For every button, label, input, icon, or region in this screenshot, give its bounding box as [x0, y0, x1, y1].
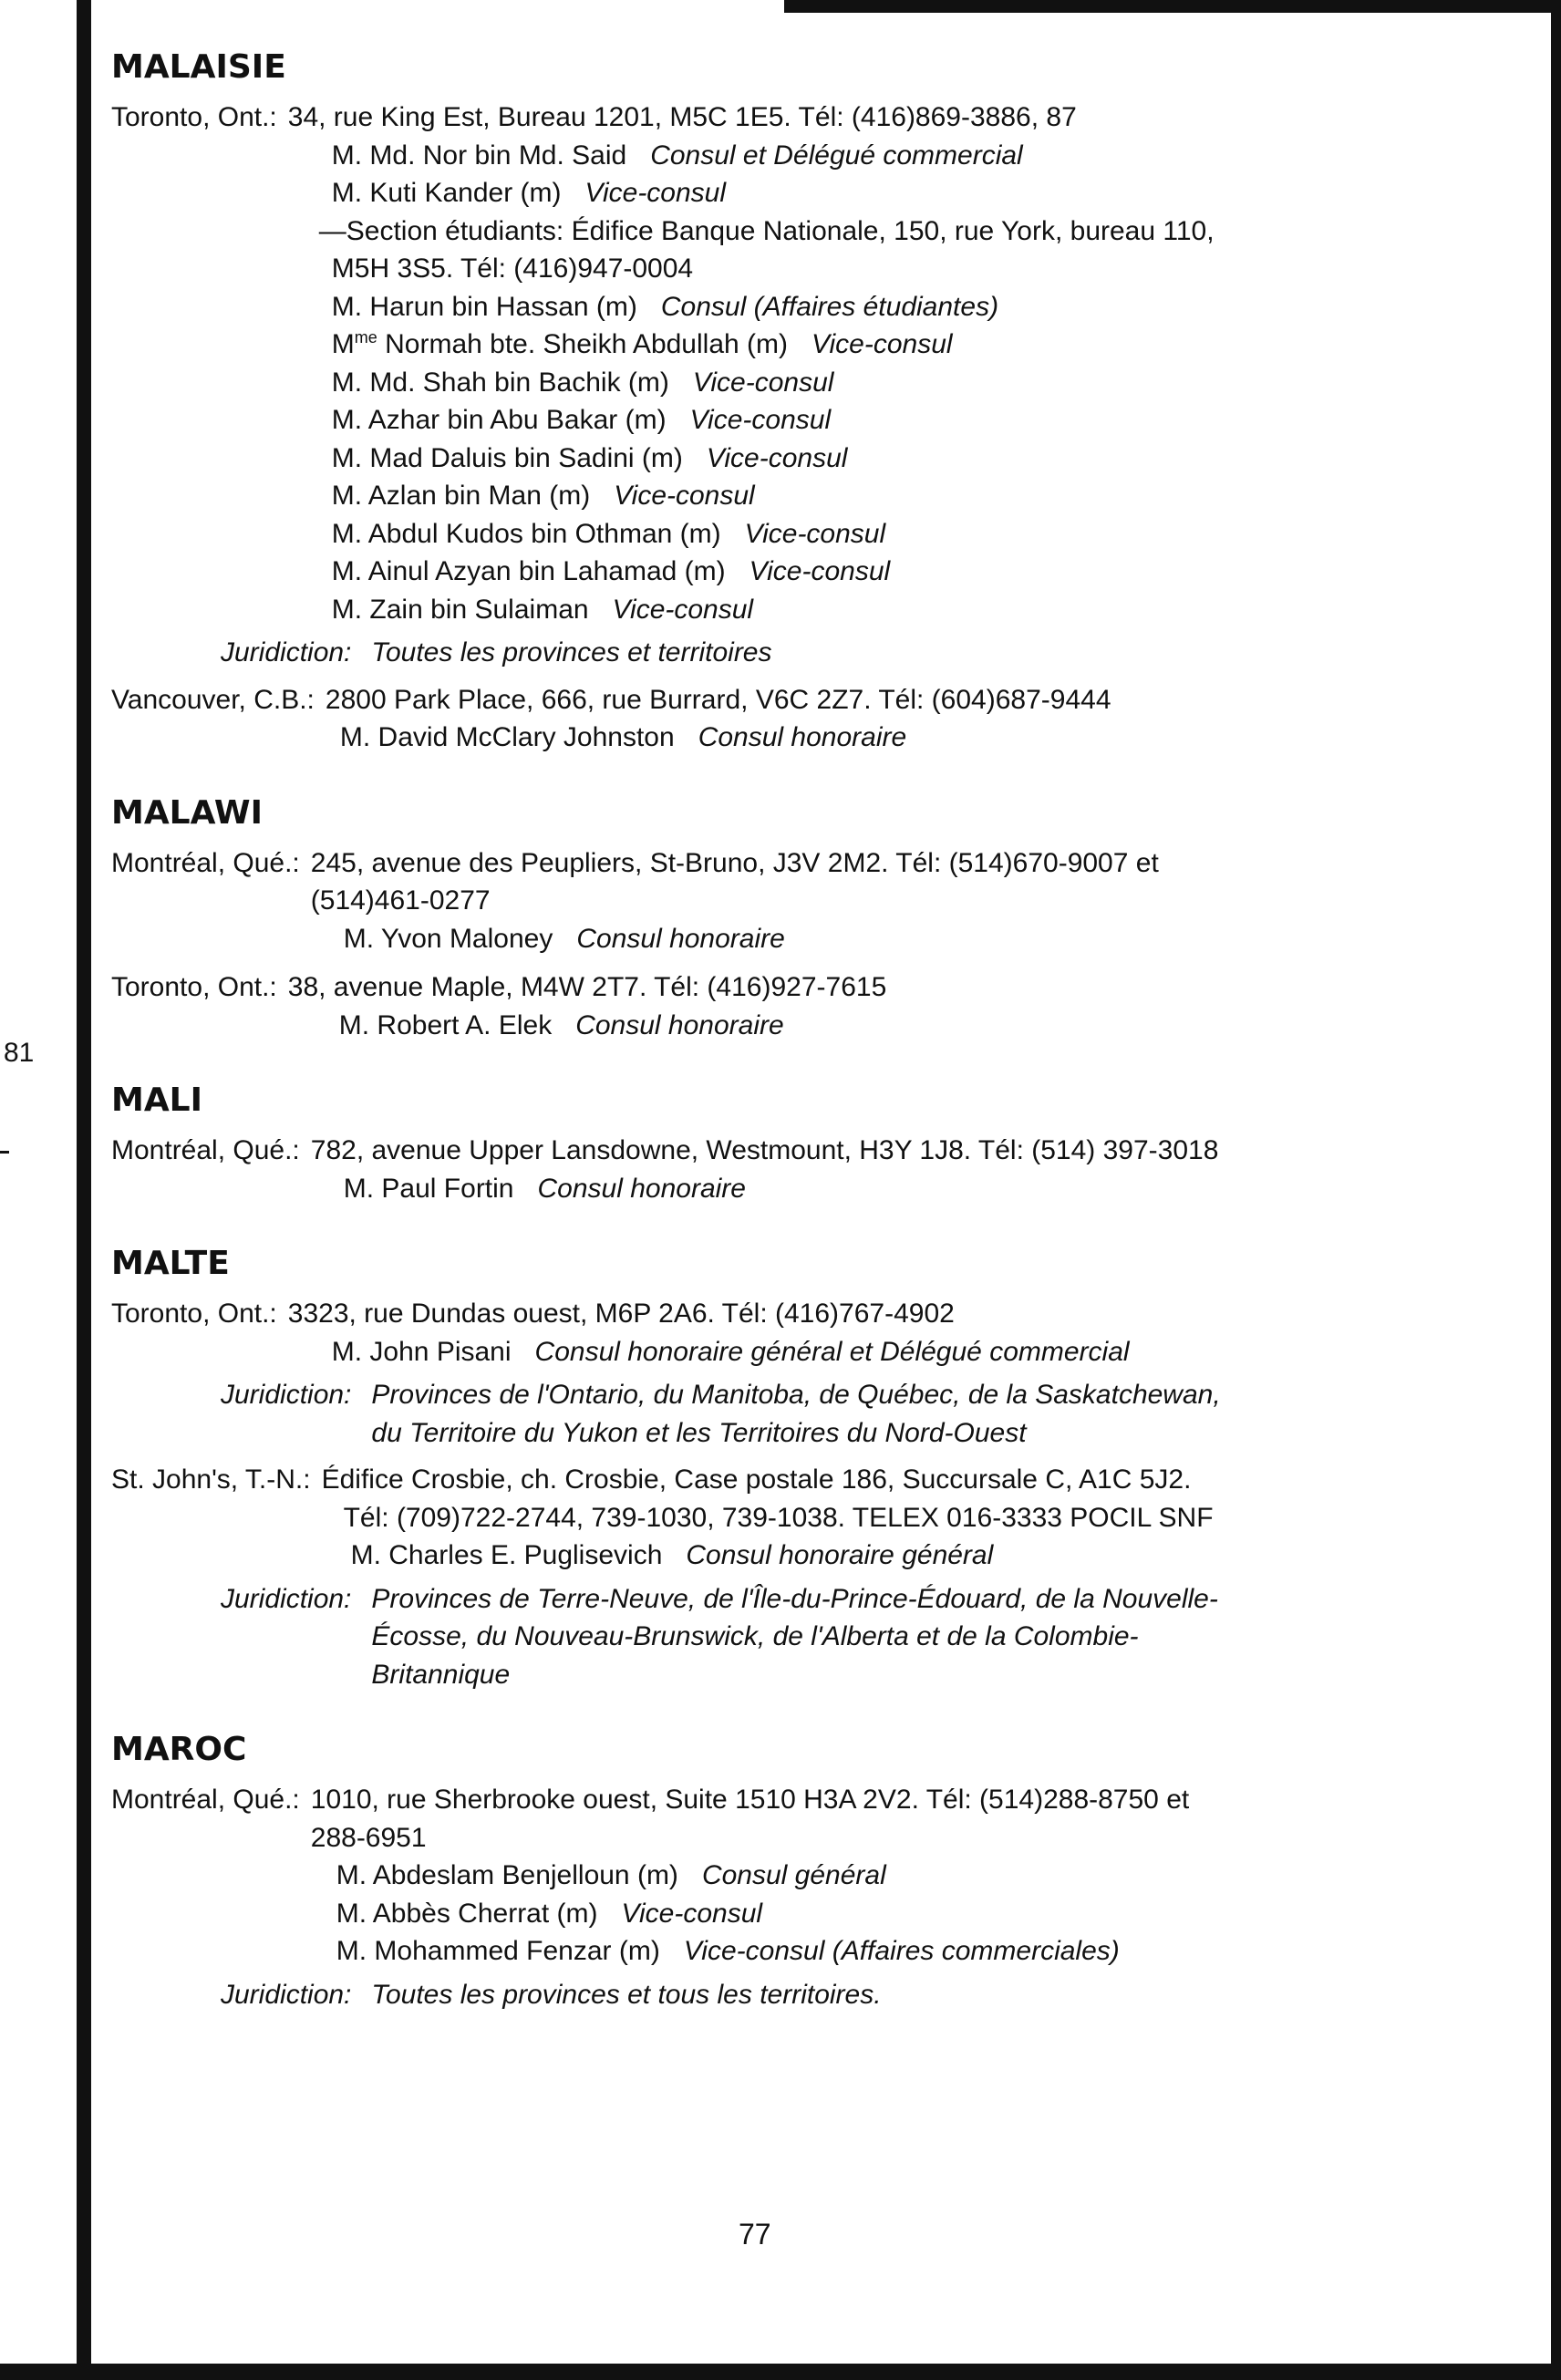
official-row: [326, 719, 1534, 757]
page-number: 77: [739, 2218, 771, 2251]
official-row: [288, 591, 1534, 629]
official-title: Consul honoraire: [576, 923, 785, 954]
section-malawi: [111, 792, 1534, 1045]
jurisdiction-text: [371, 1376, 1534, 1452]
page-content: [111, 46, 1534, 2013]
official-title: Consul honoraire général: [686, 1540, 994, 1570]
city-label: Toronto, Ont.:: [111, 1299, 277, 1329]
jurisdiction-text: Toutes les provinces et tous les territoires.: [371, 1979, 882, 2010]
consulate-details: [288, 98, 1534, 628]
consulate-details: [288, 1295, 1534, 1371]
consulate-details: [311, 1132, 1534, 1207]
scan-bottom-border: [0, 2364, 1561, 2380]
official-row: [288, 515, 1534, 554]
official-row: [288, 1007, 1534, 1045]
address-line: 38, avenue Maple, M4W 2T7. Tél: (416)927-7615: [287, 972, 887, 1002]
section-malte: [111, 1242, 1534, 1693]
official-row: [311, 920, 1534, 958]
country-heading: MALAISIE: [111, 48, 286, 86]
official-name: M. Abbès Cherrat (m): [336, 1898, 598, 1929]
scan-right-border: [1551, 0, 1561, 2380]
official-name: M. Charles E. Puglisevich: [350, 1540, 663, 1570]
official-name-sup: me: [354, 328, 377, 347]
consulate-entry: [111, 681, 1534, 757]
official-title: Vice-consul: [692, 367, 834, 398]
margin-page-number: 81: [4, 1038, 35, 1068]
official-name: M. Mohammed Fenzar (m): [336, 1936, 660, 1966]
official-title: Consul honoraire: [698, 722, 907, 752]
official-title: Consul (Affaires étudiantes): [660, 291, 999, 322]
official-title: Vice-consul: [749, 556, 891, 586]
official-title: Vice-consul: [584, 178, 727, 208]
jurisdiction-label: Juridiction:: [221, 637, 352, 667]
official-name-prefix: M: [331, 329, 355, 359]
official-title: Consul honoraire général et Délégué commercial: [534, 1336, 1130, 1367]
consulate-details: [311, 1781, 1534, 1971]
official-title: Vice-consul: [744, 518, 886, 549]
consulate-entry: [111, 968, 1534, 1044]
city-label: Vancouver, C.B.:: [111, 684, 315, 715]
city-label: Montréal, Qué.:: [111, 847, 300, 878]
official-title: Vice-consul (Affaires commerciales): [683, 1936, 1120, 1966]
jurisdiction-line: du Territoire du Yukon et les Territoires du Nord-Ouest: [371, 1417, 1027, 1448]
official-name: M. Robert A. Elek: [338, 1009, 553, 1040]
official-name: M. Azlan bin Man (m): [331, 481, 591, 511]
jurisdiction-label: Juridiction:: [221, 1583, 352, 1614]
consulate-entry: [111, 1781, 1534, 1971]
consulate-entry: [111, 844, 1534, 958]
section-mali: [111, 1079, 1534, 1207]
consulate-details: [311, 844, 1534, 958]
official-title: Vice-consul: [621, 1898, 763, 1929]
jurisdiction-line: Écosse, du Nouveau-Brunswick, de l'Alberta et de la Colombie-: [371, 1621, 1139, 1651]
official-row: [322, 1537, 1534, 1575]
official-name: M. Kuti Kander (m): [331, 178, 562, 208]
city-label: Montréal, Qué.:: [111, 1785, 300, 1815]
official-name: M. Azhar bin Abu Bakar (m): [331, 405, 667, 435]
address-line: 3323, rue Dundas ouest, M6P 2A6. Tél: (416)767-4902: [287, 1299, 955, 1329]
section-malaisie: [111, 46, 1534, 757]
jurisdiction-label: Juridiction:: [221, 1979, 352, 2010]
official-title: Consul et Délégué commercial: [650, 140, 1023, 171]
student-section-line: —Section étudiants: Édifice Banque Nationale, 150, rue York, bureau 110,: [318, 215, 1215, 246]
scan-top-border: [784, 0, 1561, 13]
address-line: 245, avenue des Peupliers, St-Bruno, J3V 2M2. Tél: (514)670-9007 et: [310, 847, 1159, 878]
official-title: Vice-consul: [689, 405, 832, 435]
official-row: [311, 1932, 1534, 1971]
jurisdiction-text: Toutes les provinces et territoires: [371, 637, 772, 667]
jurisdiction-row: [111, 1376, 1534, 1452]
jurisdiction-row: [111, 634, 1534, 672]
consulate-entry: [111, 1295, 1534, 1371]
city-label: Toronto, Ont.:: [111, 102, 277, 132]
official-name: Normah bte. Sheikh Abdullah (m): [377, 329, 789, 359]
country-heading: MAROC: [111, 1731, 247, 1768]
consulate-entry: [111, 1461, 1534, 1575]
official-row: [288, 401, 1534, 440]
student-section-address: M5H 3S5. Tél: (416)947-0004: [331, 254, 694, 284]
address-line: 288-6951: [310, 1822, 427, 1853]
margin-tick: [0, 1151, 9, 1154]
official-row: [288, 1333, 1534, 1371]
official-name: M. Md. Nor bin Md. Said: [331, 140, 627, 171]
official-row: [288, 477, 1534, 515]
city-label: Montréal, Qué.:: [111, 1135, 300, 1165]
address-line: 1010, rue Sherbrooke ouest, Suite 1510 H3A 2V2. Tél: (514)288-8750 et: [310, 1785, 1190, 1815]
official-name: M. Abdeslam Benjelloun (m): [336, 1860, 678, 1890]
country-heading: MALI: [111, 1081, 203, 1119]
consulate-entry: [111, 98, 1534, 628]
official-row: [288, 326, 1534, 364]
official-title: Vice-consul: [614, 481, 755, 511]
jurisdiction-label: Juridiction:: [221, 1380, 352, 1410]
address-line: 34, rue King Est, Bureau 1201, M5C 1E5. Tél: (416)869-3886, 87: [287, 102, 1077, 132]
official-row: [288, 137, 1534, 175]
official-name: M. John Pisani: [331, 1336, 512, 1367]
official-name: M. Abdul Kudos bin Othman (m): [331, 518, 721, 549]
jurisdiction-line: Britannique: [371, 1659, 511, 1690]
official-title: Consul général: [701, 1860, 886, 1890]
official-title: Consul honoraire: [537, 1173, 746, 1204]
official-name: M. Zain bin Sulaiman: [331, 594, 589, 625]
address-line: 782, avenue Upper Lansdowne, Westmount, H3Y 1J8. Tél: (514) 397-3018: [310, 1135, 1219, 1165]
jurisdiction-text: [371, 1580, 1534, 1694]
official-name: M. Paul Fortin: [343, 1173, 514, 1204]
official-title: Vice-consul: [706, 442, 848, 473]
official-row: [311, 1857, 1534, 1895]
consulate-details: [288, 968, 1534, 1044]
official-row: [288, 440, 1534, 478]
scan-left-border: [77, 0, 91, 2380]
official-row: [288, 174, 1534, 212]
address-line: (514)461-0277: [310, 885, 491, 916]
consulate-details: [322, 1461, 1534, 1575]
official-title: Vice-consul: [812, 329, 953, 359]
official-title: Consul honoraire: [575, 1009, 784, 1040]
address-line: Édifice Crosbie, ch. Crosbie, Case postale 186, Succursale C, A1C 5J2.: [321, 1464, 1192, 1495]
official-name: M. David McClary Johnston: [339, 722, 675, 752]
section-maroc: [111, 1728, 1534, 2013]
jurisdiction-row: [111, 1976, 1534, 2014]
official-row: [311, 1895, 1534, 1933]
address-line: 2800 Park Place, 666, rue Burrard, V6C 2Z7. Tél: (604)687-9444: [325, 684, 1111, 715]
consulate-entry: [111, 1132, 1534, 1207]
jurisdiction-line: Provinces de Terre-Neuve, de l'Île-du-Prince-Édouard, de la Nouvelle-: [371, 1583, 1218, 1614]
jurisdiction-line: Provinces de l'Ontario, du Manitoba, de Québec, de la Saskatchewan,: [371, 1380, 1221, 1410]
city-label: Toronto, Ont.:: [111, 972, 277, 1002]
official-row: [288, 364, 1534, 402]
official-title: Vice-consul: [612, 594, 754, 625]
official-name: M. Yvon Maloney: [343, 923, 553, 954]
official-row: [288, 553, 1534, 591]
official-row: [288, 288, 1534, 326]
official-row: [311, 1170, 1534, 1208]
official-name: M. Mad Daluis bin Sadini (m): [331, 442, 683, 473]
consulate-details: [326, 681, 1534, 757]
jurisdiction-row: [111, 1580, 1534, 1694]
official-name: M. Harun bin Hassan (m): [331, 291, 637, 322]
official-name: M. Ainul Azyan bin Lahamad (m): [331, 556, 726, 586]
official-name: M. Md. Shah bin Bachik (m): [331, 367, 669, 398]
address-line: Tél: (709)722-2744, 739-1030, 739-1038. TELEX 016-3333 POCIL SNF: [343, 1502, 1214, 1533]
city-label: St. John's, T.-N.:: [111, 1464, 311, 1495]
country-heading: MALAWI: [111, 793, 263, 832]
country-heading: MALTE: [111, 1245, 230, 1282]
